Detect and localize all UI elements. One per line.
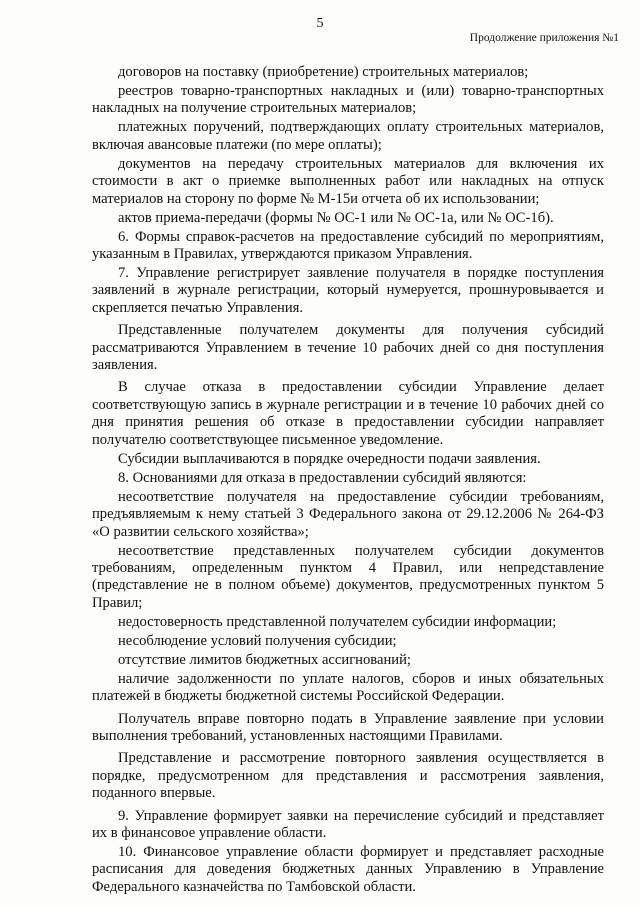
paragraph: платежных поручений, подтверждающих оплату строительных материалов, включая авансовые платежи (по мере оплаты); — [92, 119, 604, 153]
paragraph: несоответствие получателя на предоставление субсидии требованиям, предъявляемым к нему статьей 3 Федерального закона от 29.12.2006 № 264-ФЗ «О развитии сельского хозяйства»; — [92, 488, 604, 540]
paragraph: отсутствие лимитов бюджетных ассигнований; — [118, 651, 411, 668]
appendix-note: Продолжение приложения №1 — [469, 32, 619, 44]
paragraph: наличие задолженности по уплате налогов, сборов и иных обязательных платежей в бюджеты бюджетной системы Российской Федерации. — [92, 670, 604, 705]
paragraph: недостоверность представленной получателем субсидии информации; — [118, 613, 557, 630]
paragraph: Субсидии выплачиваются в порядке очередности подачи заявления. — [118, 450, 541, 467]
paragraph: несоответствие представленных получателем субсидии документов требованиям, определенным пунктом 4 Правил, или непредставление (представление не в полном объеме) документов, предусмотренных пунктом 5 Правил; — [92, 542, 604, 611]
paragraph: договоров на поставку (приобретение) строительных материалов; — [118, 64, 529, 80]
page-number: 5 — [316, 16, 324, 31]
paragraph: документов на передачу строительных материалов для включения их стоимости в акт о приемке выполненных работ или накладных на отпуск материалов на сторону по форме № М-15и отчета об их использовании; — [92, 155, 604, 207]
paragraph: 8. Основаниями для отказа в предоставлении субсидий являются: — [118, 469, 527, 486]
paragraph: реестров товарно-транспортных накладных и (или) товарно-транспортных накладных на получение строительных материалов; — [92, 83, 604, 117]
paragraph: Представление и рассмотрение повторного заявления осуществляется в порядке, предусмотренном для представления и рассмотрения заявления, поданного впервые. — [92, 750, 604, 802]
paragraph: 10. Финансовое управление области формирует и представляет расходные расписания для доведения бюджетных данных Управлению в Управление Федерального казначейства по Тамбовской области. — [92, 843, 604, 895]
paragraph: актов приема-передачи (формы № ОС-1 или № ОС-1а, или № ОС-1б). — [118, 209, 554, 226]
document-body — [92, 64, 604, 898]
paragraph: несоблюдение условий получения субсидии; — [118, 632, 397, 649]
paragraph: В случае отказа в предоставлении субсидии Управление делает соответствующую запись в журнале регистрации и в течение 10 рабочих дней со дня принятия решения об отказе в предоставлении субсидии направляет получателю соответствующее письменное уведомление. — [92, 379, 604, 448]
paragraph: 7. Управление регистрирует заявление получателя в порядке поступления заявлений в журнале регистрации, который нумеруется, прошнуровывается и скрепляется печатью Управления. — [92, 265, 604, 316]
paragraph: Представленные получателем документы для получения субсидий рассматриваются Управлением в течение 10 рабочих дней со дня поступления заявления. — [92, 322, 604, 374]
paragraph: 9. Управление формирует заявки на перечисление субсидий и представляет их в финансовое управление области. — [92, 807, 604, 841]
paragraph: Получатель вправе повторно подать в Управление заявление при условии выполнения требований, установленных настоящими Правилами. — [92, 710, 604, 744]
paragraph: 6. Формы справок-расчетов на предоставление субсидий по мероприятиям, указанным в Правилах, утверждаются приказом Управления. — [92, 228, 604, 263]
